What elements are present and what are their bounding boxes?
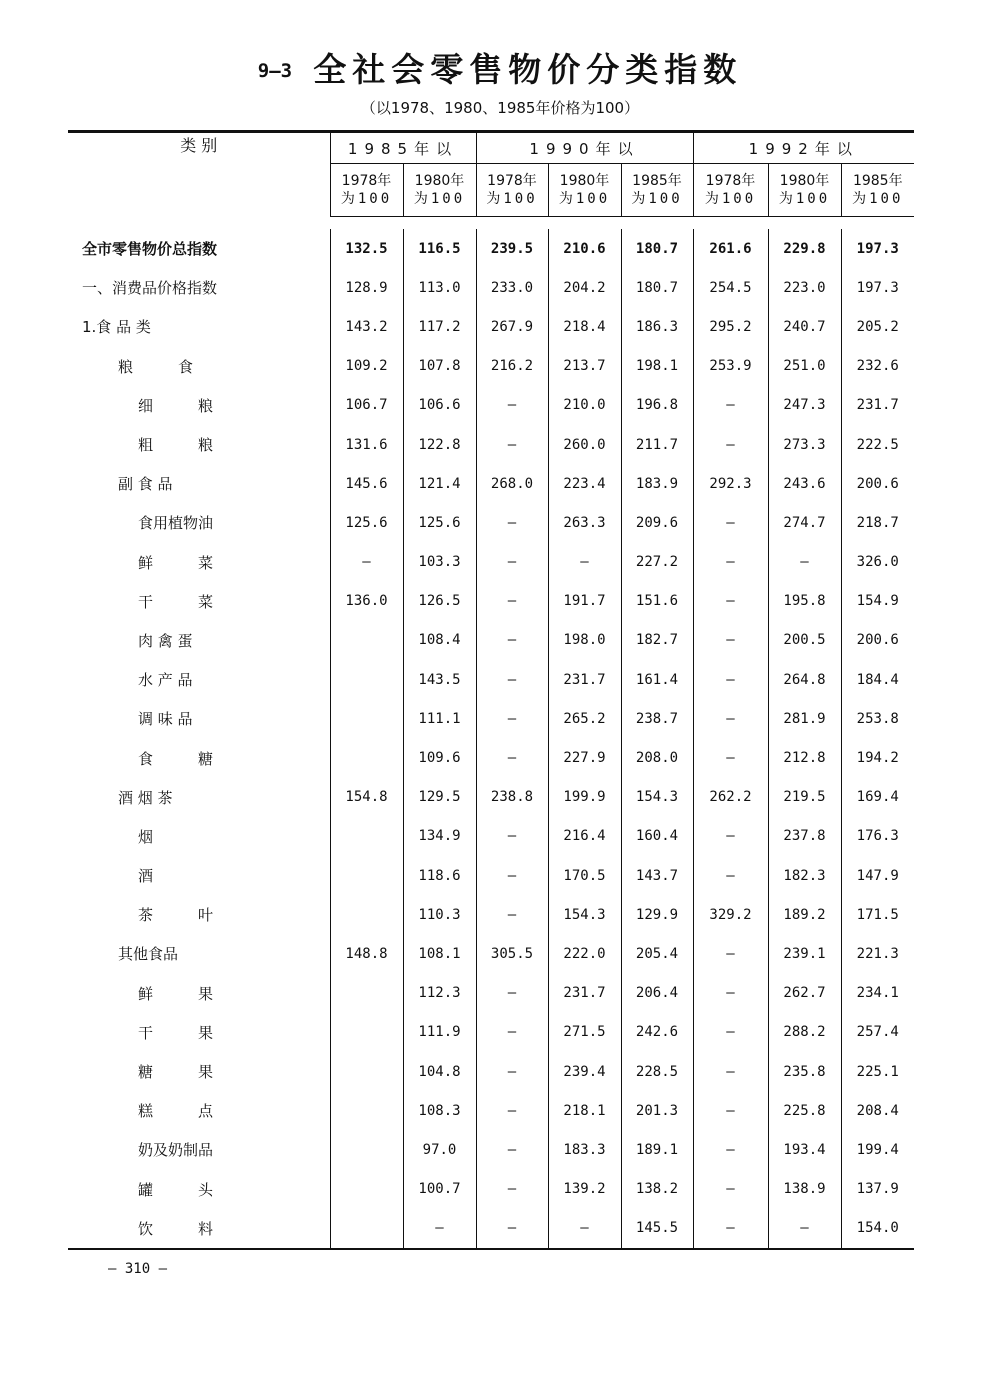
row-category: 食用植物油 [138,514,214,533]
index-cell: 288.2 [768,1013,841,1052]
index-cell: 138.2 [621,1170,693,1209]
base-year-header [768,164,841,217]
index-cell: 222.5 [841,425,914,464]
index-cell [330,660,403,699]
base-year-header [548,164,621,217]
table-subtitle: （以1978、1980、1985年价格为100） [360,99,640,117]
index-cell: 108.3 [403,1091,476,1130]
index-cell: 106.7 [330,386,403,425]
row-category: 细 粮 [138,396,214,415]
index-cell: — [476,503,548,542]
index-cell: 305.5 [476,934,548,973]
base-year: 1985年 [852,173,903,189]
index-cell: 128.9 [330,268,403,307]
index-cell: 145.6 [330,464,403,503]
index-cell: 171.5 [841,895,914,934]
index-cell: — [768,543,841,582]
table-row [68,1130,914,1169]
index-cell: 143.2 [330,307,403,346]
row-category: 酒 烟 茶 [118,788,173,807]
index-cell: — [693,503,768,542]
base-value: 为100 [486,191,538,207]
index-cell: 154.3 [548,895,621,934]
index-cell: 253.8 [841,699,914,738]
base-year: 1978年 [487,173,537,189]
index-cell [330,699,403,738]
index-cell: — [476,621,548,660]
row-category: 干 菜 [138,592,214,611]
index-cell: — [693,425,768,464]
index-cell: 100.7 [403,1170,476,1209]
index-cell: 267.9 [476,307,548,346]
row-category: 罐 头 [138,1180,214,1199]
index-cell: 129.9 [621,895,693,934]
index-cell: 260.0 [548,425,621,464]
index-cell: — [476,1013,548,1052]
index-cell [330,817,403,856]
base-value: 为100 [631,191,683,207]
index-cell: 143.7 [621,856,693,895]
index-cell: 132.5 [330,229,403,268]
index-cell: 210.6 [548,229,621,268]
table-row [68,738,914,777]
index-cell: 107.8 [403,347,476,386]
base-year: 1980年 [414,173,465,189]
index-cell: 204.2 [548,268,621,307]
index-cell: — [476,1170,548,1209]
index-cell: 143.5 [403,660,476,699]
table-number: 9—3 [257,60,293,82]
index-cell: 183.9 [621,464,693,503]
index-cell: 103.3 [403,543,476,582]
index-cell: 221.3 [841,934,914,973]
index-cell: 112.3 [403,974,476,1013]
row-category: 副 食 品 [118,475,173,494]
index-cell [330,1013,403,1052]
index-cell: 274.7 [768,503,841,542]
index-cell: 254.5 [693,268,768,307]
base-year: 1985年 [632,173,682,189]
base-value: 为100 [558,191,611,207]
row-category: 粮 食 [118,357,194,376]
table-row [68,1091,914,1130]
index-cell: 111.9 [403,1013,476,1052]
index-cell: 180.7 [621,268,693,307]
row-category: 鲜 果 [138,984,214,1003]
index-cell: 182.3 [768,856,841,895]
index-cell: 116.5 [403,229,476,268]
index-cell: 189.2 [768,895,841,934]
table-row [68,974,914,1013]
base-year: 1980年 [779,173,830,189]
index-cell: — [476,543,548,582]
index-cell: 326.0 [841,543,914,582]
index-cell: 271.5 [548,1013,621,1052]
index-cell: 205.2 [841,307,914,346]
index-cell: 97.0 [403,1130,476,1169]
index-cell: 213.7 [548,347,621,386]
table-body [68,217,914,1249]
index-cell: 208.4 [841,1091,914,1130]
category-header-label: 类 别 [180,136,218,155]
index-cell: 247.3 [768,386,841,425]
index-cell: 176.3 [841,817,914,856]
index-cell: — [476,738,548,777]
index-cell [330,1052,403,1091]
index-cell: 225.8 [768,1091,841,1130]
index-cell: 118.6 [403,856,476,895]
index-cell: 239.5 [476,229,548,268]
index-cell: 235.8 [768,1052,841,1091]
table-row [68,425,914,464]
row-category: 奶及奶制品 [138,1141,214,1160]
index-cell: 110.3 [403,895,476,934]
row-category: 肉 禽 蛋 [138,631,193,650]
index-cell: 242.6 [621,1013,693,1052]
index-cell [330,856,403,895]
index-cell: 134.9 [403,817,476,856]
index-cell: 210.0 [548,386,621,425]
index-cell: — [693,660,768,699]
base-value: 为100 [778,191,831,207]
index-cell: 222.0 [548,934,621,973]
index-cell: 265.2 [548,699,621,738]
index-cell: 198.0 [548,621,621,660]
table-row [68,307,914,346]
index-cell: 231.7 [548,660,621,699]
index-cell: 191.7 [548,582,621,621]
index-cell: 225.1 [841,1052,914,1091]
index-cell: 125.6 [330,503,403,542]
index-cell: 104.8 [403,1052,476,1091]
index-cell: — [693,934,768,973]
index-cell: 129.5 [403,778,476,817]
index-cell: 253.9 [693,347,768,386]
index-cell: — [693,582,768,621]
index-cell: 238.7 [621,699,693,738]
index-cell: 151.6 [621,582,693,621]
index-cell: 251.0 [768,347,841,386]
table-row [68,464,914,503]
index-cell: 131.6 [330,425,403,464]
index-cell: — [693,386,768,425]
index-cell: 136.0 [330,582,403,621]
index-cell: — [476,386,548,425]
table-row [68,778,914,817]
row-category: 调 味 品 [138,710,193,729]
category-header [68,132,330,217]
index-cell: 148.8 [330,934,403,973]
row-category: 干 果 [138,1023,214,1042]
base-year-header [693,164,768,217]
index-cell: 209.6 [621,503,693,542]
base-value: 为100 [704,191,757,207]
base-value: 为100 [852,191,904,207]
table-row [68,268,914,307]
index-cell: 237.8 [768,817,841,856]
index-cell: — [403,1209,476,1249]
index-cell: 117.2 [403,307,476,346]
table-row [68,660,914,699]
index-cell: 228.5 [621,1052,693,1091]
index-cell: 261.6 [693,229,768,268]
index-cell: — [476,1052,548,1091]
index-cell: 200.6 [841,464,914,503]
index-cell: 231.7 [841,386,914,425]
index-cell: 108.1 [403,934,476,973]
index-cell: 232.6 [841,347,914,386]
index-cell [330,974,403,1013]
base-year-header [841,164,914,217]
index-cell: 216.2 [476,347,548,386]
base-year-header [621,164,693,217]
index-cell: 125.6 [403,503,476,542]
index-cell: — [693,543,768,582]
index-cell: — [476,1091,548,1130]
index-cell: — [693,699,768,738]
row-category: 水 产 品 [138,671,193,690]
index-cell: — [476,895,548,934]
table-row [68,1209,914,1249]
index-cell: 147.9 [841,856,914,895]
index-cell: 243.6 [768,464,841,503]
index-cell: 233.0 [476,268,548,307]
base-year: 1978年 [705,173,756,189]
table-row [68,699,914,738]
index-cell: 154.9 [841,582,914,621]
index-cell: 197.3 [841,268,914,307]
index-cell: 227.2 [621,543,693,582]
index-cell: — [693,1130,768,1169]
index-cell: — [548,543,621,582]
index-cell: 219.5 [768,778,841,817]
row-category: 1.食 品 类 [82,318,151,337]
table-row [68,817,914,856]
table-row [68,934,914,973]
base-value: 为100 [340,191,393,207]
index-cell: — [476,582,548,621]
index-cell: 160.4 [621,817,693,856]
table-row [68,895,914,934]
index-cell: — [693,621,768,660]
index-cell: 262.7 [768,974,841,1013]
index-cell: 154.8 [330,778,403,817]
index-cell: 126.5 [403,582,476,621]
page-number: — 310 — [108,1261,168,1277]
index-cell: — [693,856,768,895]
title-text: 全社会零售物价分类指数 [313,50,743,89]
index-cell: 137.9 [841,1170,914,1209]
table-row [68,621,914,660]
index-cell: — [768,1209,841,1249]
price-index-table [68,130,914,1250]
index-cell [330,895,403,934]
table-row [68,543,914,582]
base-year-header [403,164,476,217]
header-spacer [68,217,914,230]
index-cell: 262.2 [693,778,768,817]
table-row [68,856,914,895]
index-cell: 169.4 [841,778,914,817]
index-cell: 268.0 [476,464,548,503]
row-category: 一、消费品价格指数 [82,279,218,298]
index-cell: 239.1 [768,934,841,973]
index-cell: 211.7 [621,425,693,464]
index-cell: — [693,1091,768,1130]
row-category: 酒 [138,867,154,886]
table-row [68,1013,914,1052]
index-cell: 198.1 [621,347,693,386]
index-cell: 186.3 [621,307,693,346]
index-cell: 109.2 [330,347,403,386]
index-cell: 180.7 [621,229,693,268]
index-cell: 193.4 [768,1130,841,1169]
index-cell: — [476,660,548,699]
index-cell: 263.3 [548,503,621,542]
index-cell: — [693,1209,768,1249]
index-cell: 257.4 [841,1013,914,1052]
index-cell: — [693,817,768,856]
index-cell: — [693,738,768,777]
index-cell: 231.7 [548,974,621,1013]
index-cell: 295.2 [693,307,768,346]
index-cell: 199.4 [841,1130,914,1169]
table-row [68,386,914,425]
row-category: 食 糖 [138,749,214,768]
index-cell: 154.0 [841,1209,914,1249]
index-cell: 240.7 [768,307,841,346]
index-cell: 227.9 [548,738,621,777]
row-category: 糕 点 [138,1102,214,1121]
row-category: 烟 [138,827,154,846]
table-title [0,44,1000,94]
index-cell: 196.8 [621,386,693,425]
table-row [68,1052,914,1091]
index-cell: 218.4 [548,307,621,346]
index-cell: 223.0 [768,268,841,307]
index-cell: 170.5 [548,856,621,895]
index-cell: — [693,1052,768,1091]
index-cell: 111.1 [403,699,476,738]
index-cell: 195.8 [768,582,841,621]
index-cell: 208.0 [621,738,693,777]
index-cell: 139.2 [548,1170,621,1209]
base-year-header [476,164,548,217]
index-cell: 122.8 [403,425,476,464]
index-cell: — [693,1170,768,1209]
index-cell: 109.6 [403,738,476,777]
table-row [68,347,914,386]
index-cell: — [693,1013,768,1052]
row-category: 饮 料 [68,1209,330,1249]
index-cell: — [476,856,548,895]
index-cell: 113.0 [403,268,476,307]
index-cell: 197.3 [841,229,914,268]
index-cell: 183.3 [548,1130,621,1169]
row-category: 鲜 菜 [138,553,214,572]
index-cell [330,1130,403,1169]
index-cell: 138.9 [768,1170,841,1209]
index-cell: 264.8 [768,660,841,699]
index-cell [330,621,403,660]
index-cell: 216.4 [548,817,621,856]
base-value: 为100 [413,191,466,207]
index-cell: 273.3 [768,425,841,464]
index-cell: 292.3 [693,464,768,503]
index-cell: 218.7 [841,503,914,542]
index-cell: — [476,1209,548,1249]
index-cell: 199.9 [548,778,621,817]
index-cell: 121.4 [403,464,476,503]
table-row [68,229,914,268]
index-cell: 201.3 [621,1091,693,1130]
index-cell: 154.3 [621,778,693,817]
index-cell: 106.6 [403,386,476,425]
index-cell: 234.1 [841,974,914,1013]
base-year-header [330,164,403,217]
index-cell: 184.4 [841,660,914,699]
base-year: 1980年 [559,173,610,189]
row-category: 粗 粮 [138,436,214,455]
index-cell [330,1209,403,1249]
index-cell: 218.1 [548,1091,621,1130]
index-cell: 205.4 [621,934,693,973]
row-category: 其他食品 [118,945,179,964]
index-cell: 108.4 [403,621,476,660]
index-cell: 194.2 [841,738,914,777]
index-cell: — [476,425,548,464]
index-cell: 281.9 [768,699,841,738]
index-cell: 200.5 [768,621,841,660]
base-year: 1978年 [341,173,392,189]
row-category: 全市零售物价总指数 [82,240,218,259]
index-cell: 329.2 [693,895,768,934]
index-cell [330,738,403,777]
index-cell: — [548,1209,621,1249]
header-row-groups [68,132,914,164]
index-cell: — [330,543,403,582]
index-cell: 145.5 [621,1209,693,1249]
index-cell: 200.6 [841,621,914,660]
group-header: 1992年以 [693,132,914,164]
index-cell: — [693,974,768,1013]
table-row [68,582,914,621]
group-header: 1990年以 [476,132,693,164]
index-cell: — [476,817,548,856]
index-cell: 161.4 [621,660,693,699]
table-row [68,503,914,542]
table-row [68,1170,914,1209]
index-cell: 223.4 [548,464,621,503]
index-cell: 182.7 [621,621,693,660]
index-cell: 239.4 [548,1052,621,1091]
row-category: 茶 叶 [138,906,214,925]
index-cell [330,1091,403,1130]
index-cell: — [476,699,548,738]
index-cell: — [476,1130,548,1169]
group-header: 1985年以 [330,132,476,164]
index-cell: 206.4 [621,974,693,1013]
index-cell: 189.1 [621,1130,693,1169]
index-cell: 212.8 [768,738,841,777]
index-cell: 229.8 [768,229,841,268]
index-cell [330,1170,403,1209]
index-cell: 238.8 [476,778,548,817]
row-category: 糖 果 [138,1063,214,1082]
index-cell: — [476,974,548,1013]
